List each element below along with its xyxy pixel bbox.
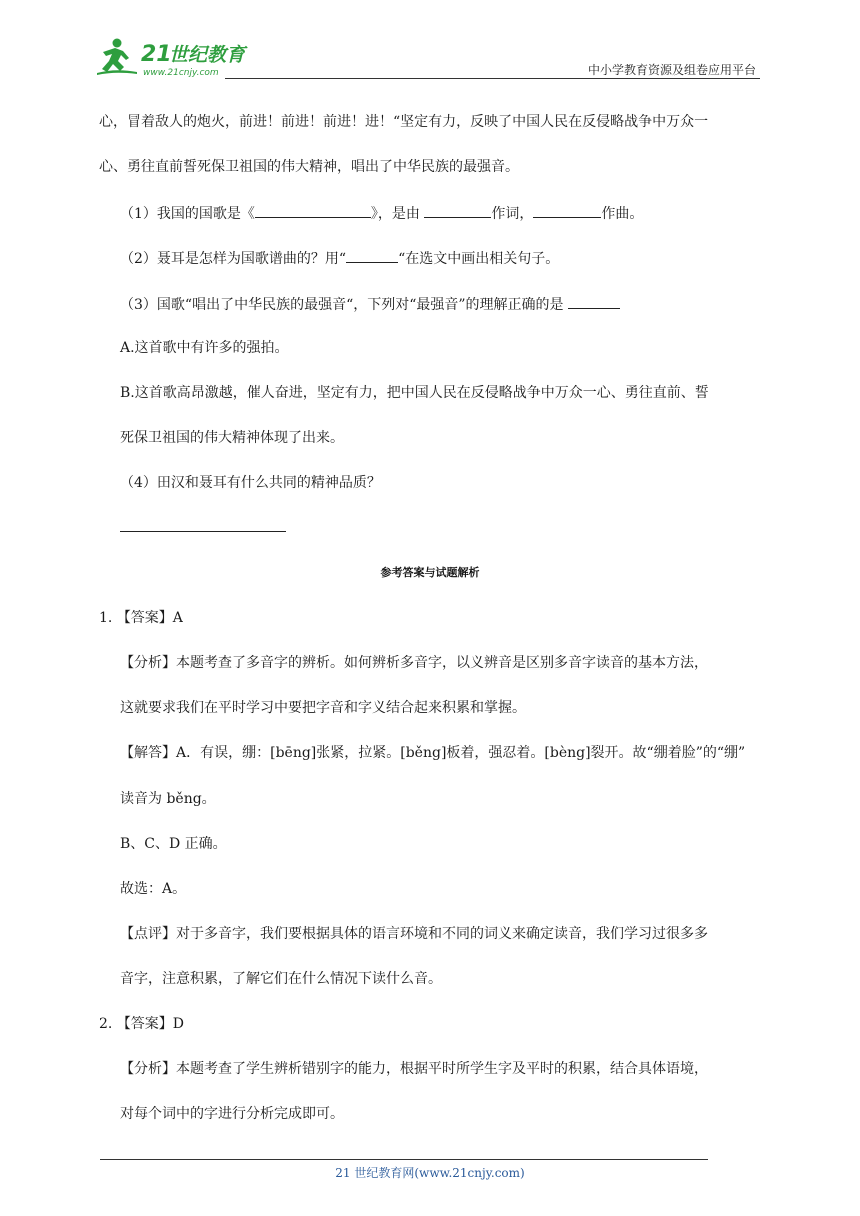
q3-answer-blank[interactable]	[568, 293, 620, 309]
svg-text:世纪教育: 世纪教育	[169, 44, 246, 66]
question-3	[120, 293, 620, 315]
q1-text-c: 作词，	[491, 206, 534, 222]
answer-1-comment-2: 音字，注意积累，了解它们在什么情况下读什么音。	[120, 971, 442, 987]
composer-blank[interactable]	[533, 202, 601, 218]
answer-1-comment-1: 【点评】对于多音字，我们要根据具体的语言环境和不同的词义来确定读音，我们学习过很多多	[120, 926, 708, 942]
q2-text-b: “在选文中画出相关句子。	[398, 251, 560, 267]
header-rule	[225, 78, 760, 79]
platform-name: 中小学教育资源及组卷应用平台	[587, 63, 756, 77]
question-4: （4）田汉和聂耳有什么共同的精神品质？	[120, 475, 381, 491]
answer-2-analysis-2: 对每个词中的字进行分析完成即可。	[120, 1106, 344, 1122]
answer-1-analysis-1: 【分析】本题考查了多音字的辨析。如何辨析多音字，以义辨音是区别多音字读音的基本方法，	[120, 655, 708, 671]
option-b-line-2: 死保卫祖国的伟大精神体现了出来。	[120, 430, 344, 446]
svg-text:21: 21	[141, 42, 172, 67]
q2-text-a: （2）聂耳是怎样为国歌谱曲的？用“	[120, 251, 347, 267]
answer-1-heading: 1. 【答案】A	[99, 610, 183, 626]
answer-1-solution-1: 【解答】A．有误，绷：[bēng]张紧，拉紧。[běng]板着，强忍着。[bèng]裂开。故“绷着脸”的“绷”	[120, 745, 746, 761]
answer-1-analysis-2: 这就要求我们在平时学习中要把字音和字义结合起来积累和掌握。	[120, 700, 526, 716]
page-header	[95, 30, 760, 80]
mark-symbol-blank[interactable]	[346, 247, 398, 263]
footer-rule	[100, 1159, 708, 1160]
option-b-line-1: B.这首歌高昂激越，催人奋进，坚定有力，把中国人民在反侵略战争中万众一心、勇往直前、誓	[120, 385, 709, 401]
answer-1-solution-3: B、C、D 正确。	[120, 836, 227, 852]
anthem-name-blank[interactable]	[255, 202, 371, 218]
lyricist-blank[interactable]	[424, 202, 491, 218]
question-2	[120, 247, 559, 269]
passage-line-1: 心，冒着敌人的炮火，前进！前进！前进！进！“坚定有力，反映了中国人民在反侵略战争中万众一	[99, 114, 709, 130]
svg-text:www.21cnjy.com: www.21cnjy.com	[143, 68, 219, 78]
q1-text-a: （1）我国的国歌是《	[120, 206, 255, 222]
passage-line-2: 心、勇往直前誓死保卫祖国的伟大精神，唱出了中华民族的最强音。	[99, 159, 519, 175]
option-a: A.这首歌中有许多的强拍。	[120, 340, 289, 356]
footer-link[interactable]: 21 世纪教育网(www.21cnjy.com)	[335, 1166, 525, 1180]
q1-text-b: 》，是由	[370, 206, 420, 222]
q4-answer-line[interactable]	[120, 531, 286, 532]
runner-logo-icon	[95, 34, 265, 78]
site-logo	[95, 34, 265, 78]
question-1	[120, 202, 643, 224]
answer-1-solution-4: 故选：A。	[120, 881, 187, 897]
answer-2-analysis-1: 【分析】本题考查了学生辨析错别字的能力，根据平时所学生字及平时的积累，结合具体语境，	[120, 1061, 708, 1077]
q3-text-a: （3）国歌“唱出了中华民族的最强音“，下列对“最强音”的理解正确的是	[120, 297, 564, 313]
answer-section-title: 参考答案与试题解析	[380, 566, 480, 579]
answer-1-solution-2: 读音为 běng。	[120, 791, 216, 807]
answer-2-heading: 2. 【答案】D	[99, 1016, 185, 1032]
q1-text-d: 作曲。	[601, 206, 644, 222]
